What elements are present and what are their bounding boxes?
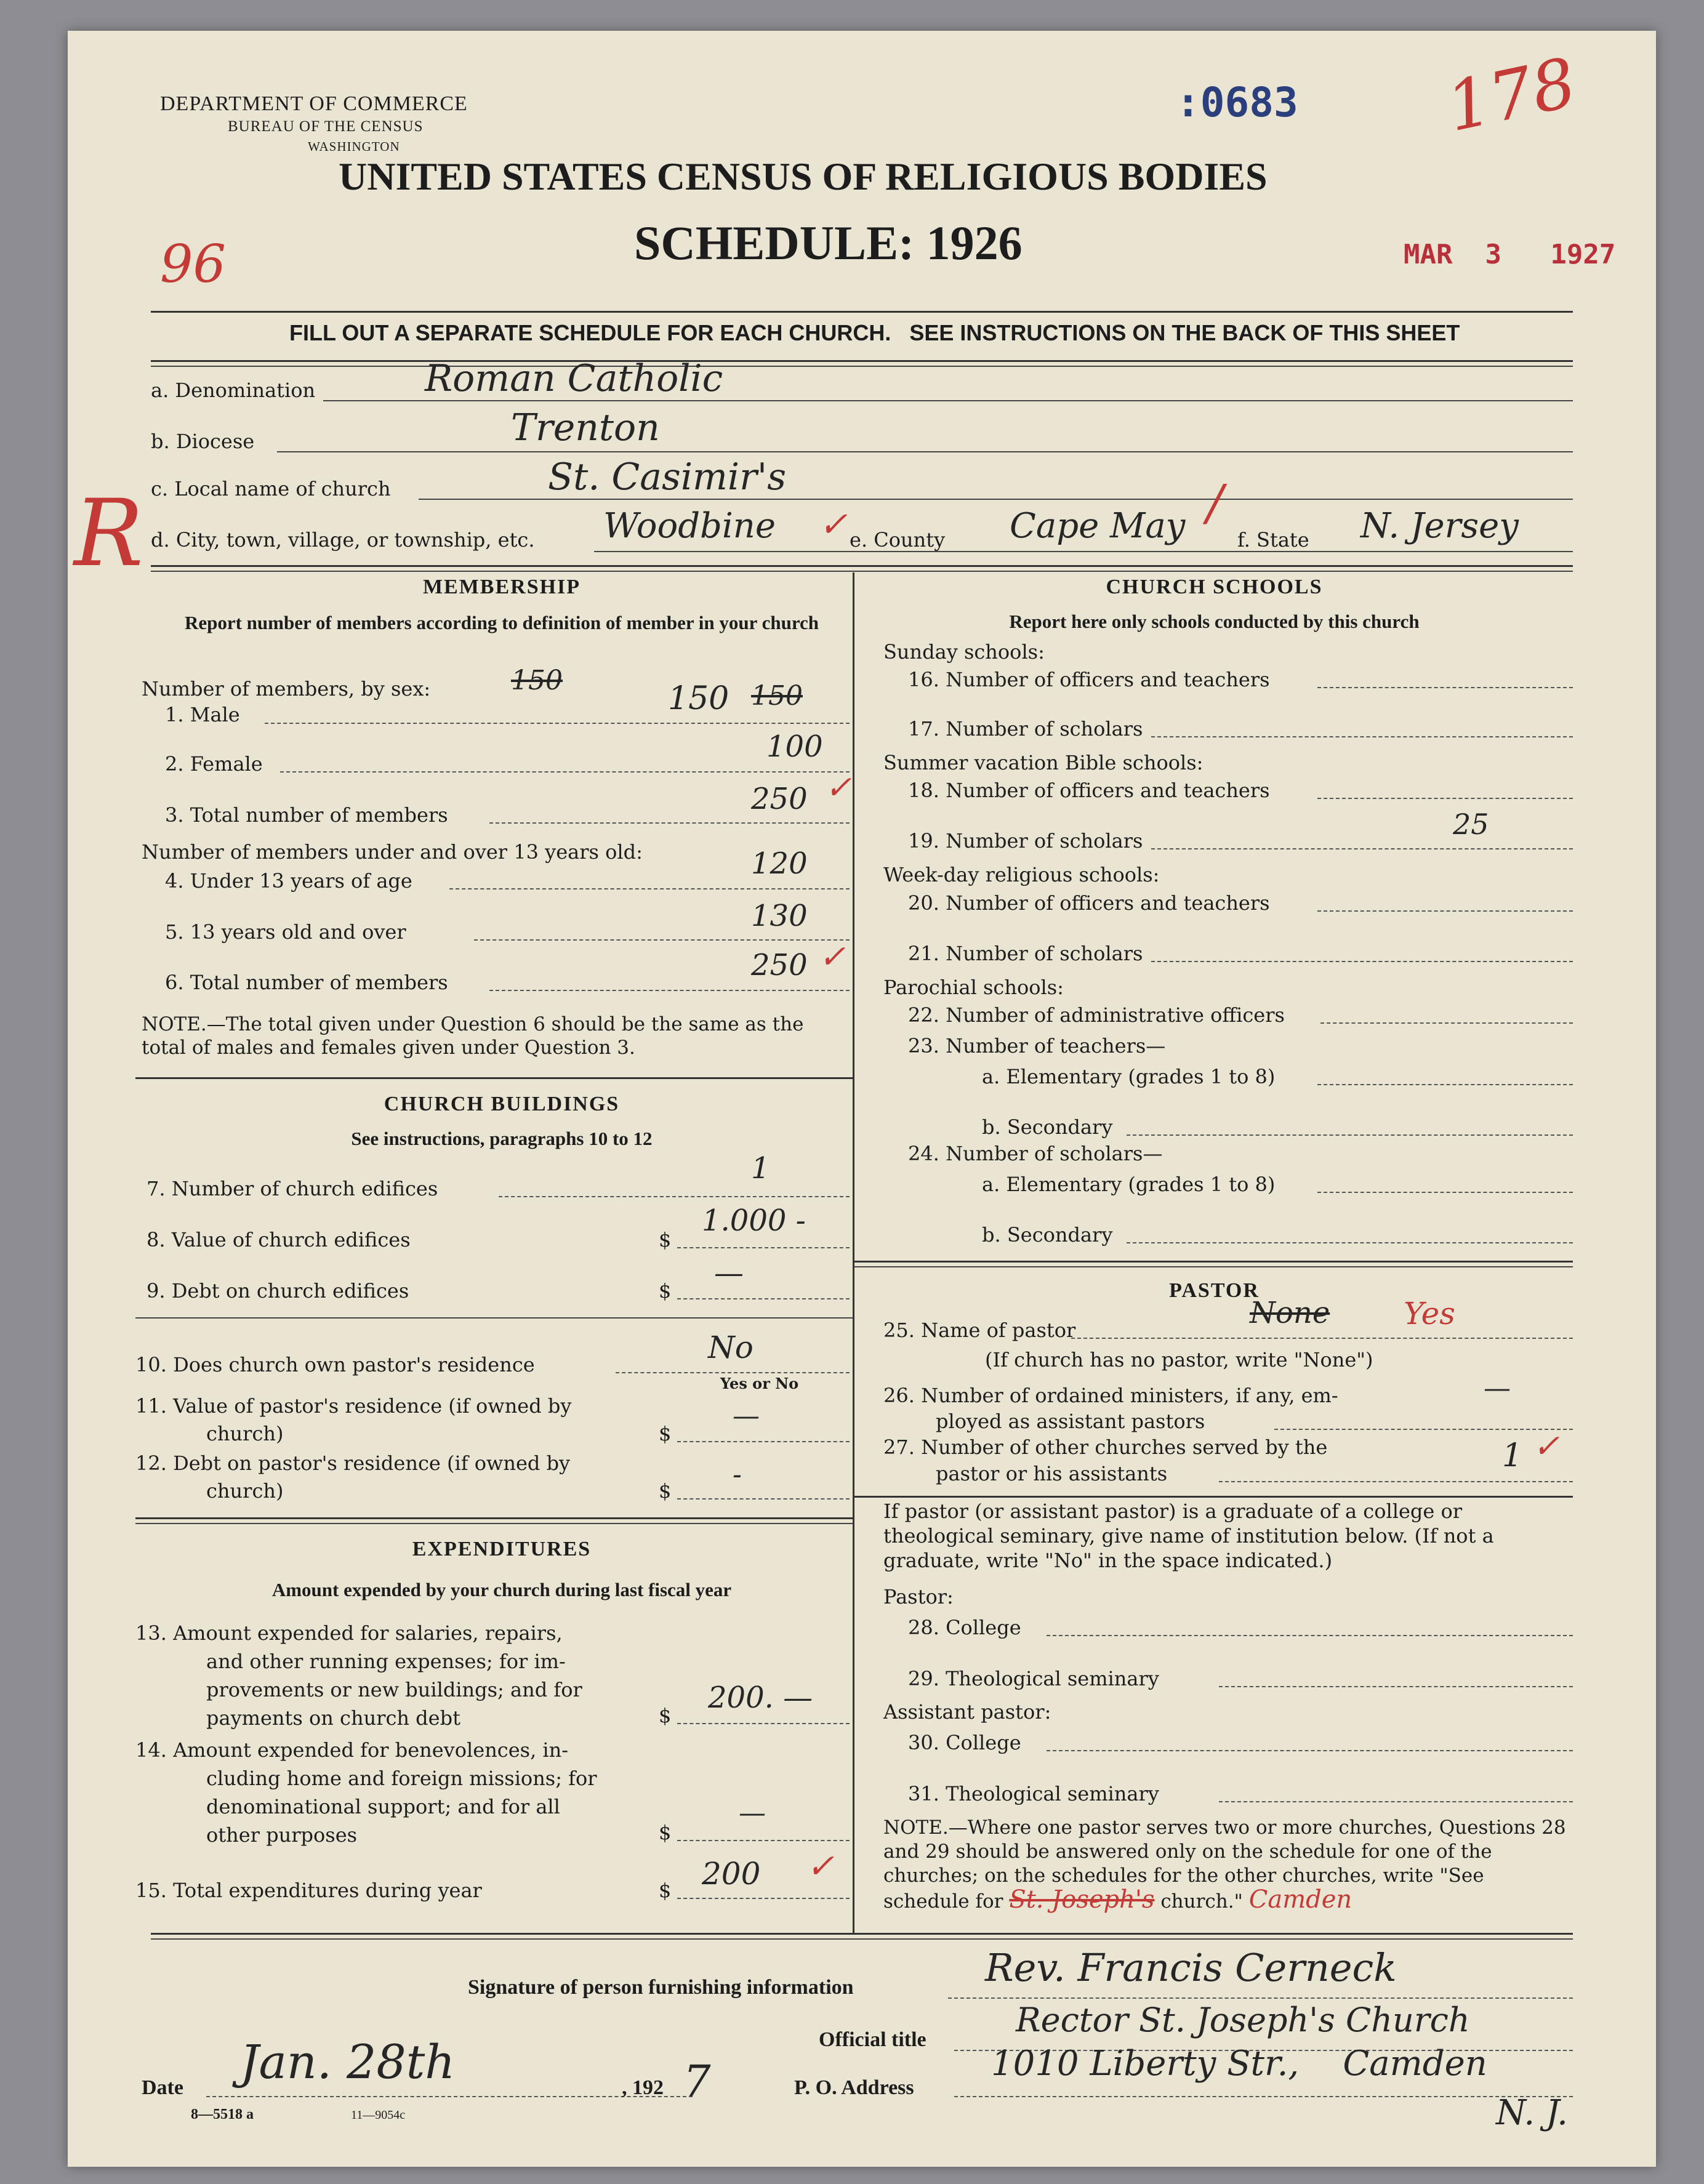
- q25-hint: (If church has no pastor, write "None"): [985, 1348, 1373, 1371]
- q18-label: 18. Number of officers and teachers: [908, 779, 1270, 802]
- q6-total-label: 6. Total number of members: [165, 971, 448, 994]
- city-label-field: d. City, town, village, or township, etc.: [151, 528, 535, 552]
- q31-label: 31. Theological seminary: [908, 1782, 1159, 1805]
- q14-dollar: $: [659, 1821, 672, 1844]
- q8-dollar: $: [659, 1228, 672, 1251]
- q15-value: 200: [702, 1856, 761, 1892]
- q30-label: 30. College: [908, 1731, 1021, 1754]
- q22-label: 22. Number of administrative officers: [908, 1003, 1285, 1027]
- corner-mark: 178: [1439, 42, 1583, 147]
- address-value: 1010 Liberty Str., Camden: [991, 2044, 1487, 2084]
- q25-label: 25. Name of pastor: [883, 1319, 1076, 1342]
- q9-value: —: [714, 1256, 744, 1290]
- q13-dollar: $: [659, 1704, 672, 1727]
- buildings-sub: See instructions, paragraphs 10 to 12: [351, 1128, 653, 1149]
- schools-sub: Report here only schools conducted by this church: [1009, 611, 1420, 632]
- city-value: Woodbine: [603, 506, 776, 546]
- q20-label: 20. Number of officers and teachers: [908, 891, 1270, 915]
- q27-label-1: 27. Number of other churches served by the: [883, 1435, 1328, 1459]
- q6-checkmark: ✓: [819, 939, 846, 976]
- q7-edifices-value: 1: [751, 1151, 770, 1186]
- members-by-sex-struck: 150: [511, 665, 563, 696]
- official-title-value: Rector St. Joseph's Church: [1016, 2001, 1470, 2039]
- q26-label-1: 26. Number of ordained ministers, if any, em-: [883, 1384, 1338, 1407]
- serial-number: :0683: [1176, 79, 1298, 126]
- received-date-stamp: MAR 3 1927: [1404, 239, 1616, 270]
- q24-label: 24. Number of scholars—: [908, 1142, 1163, 1165]
- q12-value: -: [733, 1459, 742, 1490]
- pastor-heading: PASTOR: [1169, 1279, 1260, 1302]
- form-instruction: FILL OUT A SEPARATE SCHEDULE FOR EACH CHURCH. SEE INSTRUCTIONS ON THE BACK OF THIS SHEET: [289, 320, 1460, 345]
- state-value: N. Jersey: [1360, 506, 1519, 546]
- schedule-title: SCHEDULE: 1926: [634, 216, 1023, 270]
- membership-note: NOTE.—The total given under Question 6 should be the same as the total of males and females given under Question 3.: [142, 1013, 804, 1059]
- q1-male-label: 1. Male: [165, 703, 240, 726]
- q24a-label: a. Elementary (grades 1 to 8): [982, 1173, 1276, 1196]
- print-number: 11—9054c: [351, 2108, 406, 2122]
- q8-value-label: 8. Value of church edifices: [147, 1228, 411, 1251]
- form-title: UNITED STATES CENSUS OF RELIGIOUS BODIES: [339, 155, 1268, 198]
- q3-total-label: 3. Total number of members: [165, 803, 448, 827]
- q19-label: 19. Number of scholars: [908, 829, 1143, 853]
- q25-struck-value: None: [1250, 1296, 1330, 1330]
- q12-dollar: $: [659, 1479, 672, 1503]
- signature-value: Rev. Francis Cerneck: [985, 1945, 1397, 1990]
- q5-over13-label: 5. 13 years old and over: [165, 920, 406, 944]
- city-checkmark: ✓: [819, 505, 848, 545]
- schools-heading: CHURCH SCHOOLS: [1106, 576, 1323, 598]
- q15-checkmark: ✓: [806, 1847, 835, 1885]
- address-state: N. J.: [1496, 2093, 1568, 2133]
- membership-intro: Report number of members according to definition of member in your church: [184, 612, 819, 633]
- census-schedule-sheet: [68, 31, 1656, 2167]
- q24b-label: b. Secondary: [982, 1223, 1113, 1247]
- q23a-label: a. Elementary (grades 1 to 8): [982, 1065, 1276, 1088]
- assistant-sublabel: Assistant pastor:: [883, 1700, 1051, 1724]
- q15-total-label: 15. Total expenditures during year: [135, 1879, 482, 1902]
- diocese-label: b. Diocese: [151, 430, 255, 453]
- r-mark: R: [74, 480, 143, 587]
- q23-label: 23. Number of teachers—: [908, 1034, 1166, 1058]
- q13-value: 200. —: [708, 1680, 813, 1715]
- q16-label: 16. Number of officers and teachers: [908, 668, 1270, 691]
- q11-label-1: 11. Value of pastor's residence (if owned by: [135, 1394, 572, 1418]
- address-label: P. O. Address: [794, 2076, 914, 2099]
- q9-dollar: $: [659, 1279, 672, 1303]
- form-number: 8—5518 a: [191, 2106, 254, 2122]
- q14-label: 14. Amount expended for benevolences, in- cluding home and foreign missions; for denominational support; and for all other purposes: [135, 1738, 597, 1847]
- q10-hint: Yes or No: [720, 1375, 799, 1392]
- church-name-value: St. Casimir's: [548, 456, 787, 499]
- q25-value: Yes: [1404, 1296, 1455, 1331]
- city-label: WASHINGTON: [308, 139, 400, 154]
- q11-label-2: church): [206, 1422, 284, 1445]
- expenditures-sub: Amount expended by your church during last fiscal year: [271, 1579, 732, 1600]
- denomination-label: a. Denomination: [151, 379, 316, 402]
- q5-over13-value: 130: [751, 899, 808, 933]
- age-intro-label: Number of members under and over 13 years old:: [142, 840, 643, 864]
- county-checkmark: /: [1207, 474, 1223, 531]
- signature-label: Signature of person furnishing information: [468, 1976, 854, 1999]
- bureau-label: BUREAU OF THE CENSUS: [228, 118, 424, 135]
- q7-edifices-label: 7. Number of church edifices: [147, 1177, 438, 1200]
- state-label: f. State: [1237, 528, 1309, 552]
- q17-label: 17. Number of scholars: [908, 717, 1143, 741]
- pastor-sublabel: Pastor:: [883, 1585, 954, 1608]
- membership-heading: MEMBERSHIP: [422, 576, 581, 598]
- q6-total-value: 250: [751, 948, 808, 982]
- denomination-value: Roman Catholic: [425, 357, 723, 400]
- q1-male-struck: 150: [751, 680, 803, 712]
- q11-value: —: [733, 1400, 760, 1432]
- county-label: e. County: [850, 528, 946, 552]
- q27-checkmark: ✓: [1533, 1428, 1560, 1465]
- q19-value: 25: [1453, 808, 1489, 841]
- q15-dollar: $: [659, 1879, 672, 1902]
- q10-value: No: [708, 1330, 754, 1365]
- q27-label-2: pastor or his assistants: [936, 1462, 1168, 1485]
- summer-schools-label: Summer vacation Bible schools:: [883, 751, 1204, 774]
- q13-label: 13. Amount expended for salaries, repairs, and other running expenses; for im- provements or new buildings; and for payments on church debt: [135, 1621, 582, 1730]
- q11-dollar: $: [659, 1422, 672, 1445]
- diocese-value: Trenton: [511, 406, 660, 449]
- note-church-value: St. Joseph's: [1009, 1885, 1155, 1914]
- members-by-sex-label: Number of members, by sex:: [142, 677, 431, 701]
- q21-label: 21. Number of scholars: [908, 942, 1143, 965]
- q14-value: —: [739, 1797, 766, 1829]
- q26-value: —: [1484, 1373, 1511, 1404]
- q4-under13-value: 120: [751, 846, 808, 881]
- department-label: DEPARTMENT OF COMMERCE: [160, 92, 468, 115]
- county-value: Cape May: [1010, 506, 1186, 546]
- q4-under13-label: 4. Under 13 years of age: [165, 869, 412, 893]
- q26-label-2: ployed as assistant pastors: [936, 1410, 1205, 1433]
- date-label: Date: [142, 2076, 183, 2099]
- parochial-schools-label: Parochial schools:: [883, 976, 1064, 999]
- q10-residence-label: 10. Does church own pastor's residence: [135, 1353, 535, 1376]
- year-digit: 7: [683, 2056, 711, 2106]
- buildings-heading: CHURCH BUILDINGS: [384, 1093, 620, 1115]
- page-mark-96: 96: [160, 234, 226, 294]
- note-city-value: Camden: [1248, 1885, 1352, 1914]
- q8-value: 1.000 -: [702, 1203, 806, 1238]
- pastor-note: NOTE.—Where one pastor serves two or more churches, Questions 28 and 29 should be answered only on the schedule for one of the churches; on the schedules for the other churches, write "See schedule for St. Joseph's church." Camden: [883, 1817, 1566, 1914]
- q3-total-value: 250: [751, 782, 808, 816]
- q28-label: 28. College: [908, 1616, 1021, 1639]
- q12-label-1: 12. Debt on pastor's residence (if owned by: [135, 1451, 571, 1475]
- official-title-label: Official title: [819, 2028, 926, 2051]
- sunday-schools-label: Sunday schools:: [883, 640, 1045, 664]
- expenditures-heading: EXPENDITURES: [412, 1538, 592, 1560]
- q27-value: 1: [1502, 1437, 1523, 1474]
- church-name-label: c. Local name of church: [151, 477, 391, 500]
- year-prefix: , 192: [622, 2076, 664, 2099]
- q2-female-label: 2. Female: [165, 752, 263, 776]
- q3-checkmark: ✓: [825, 769, 852, 806]
- q23b-label: b. Secondary: [982, 1115, 1113, 1139]
- q12-label-2: church): [206, 1479, 284, 1503]
- q9-debt-label: 9. Debt on church edifices: [147, 1279, 409, 1303]
- q29-label: 29. Theological seminary: [908, 1667, 1159, 1690]
- date-value: Jan. 28th: [240, 2034, 456, 2089]
- q2-female-value: 100: [766, 729, 823, 764]
- q1-male-value: 150: [668, 680, 729, 717]
- weekday-schools-label: Week-day religious schools:: [883, 863, 1160, 886]
- graduate-note: If pastor (or assistant pastor) is a graduate of a college or theological seminary, give name of institution below. (If not a graduate, write "No" in the space indicated.): [883, 1499, 1494, 1572]
